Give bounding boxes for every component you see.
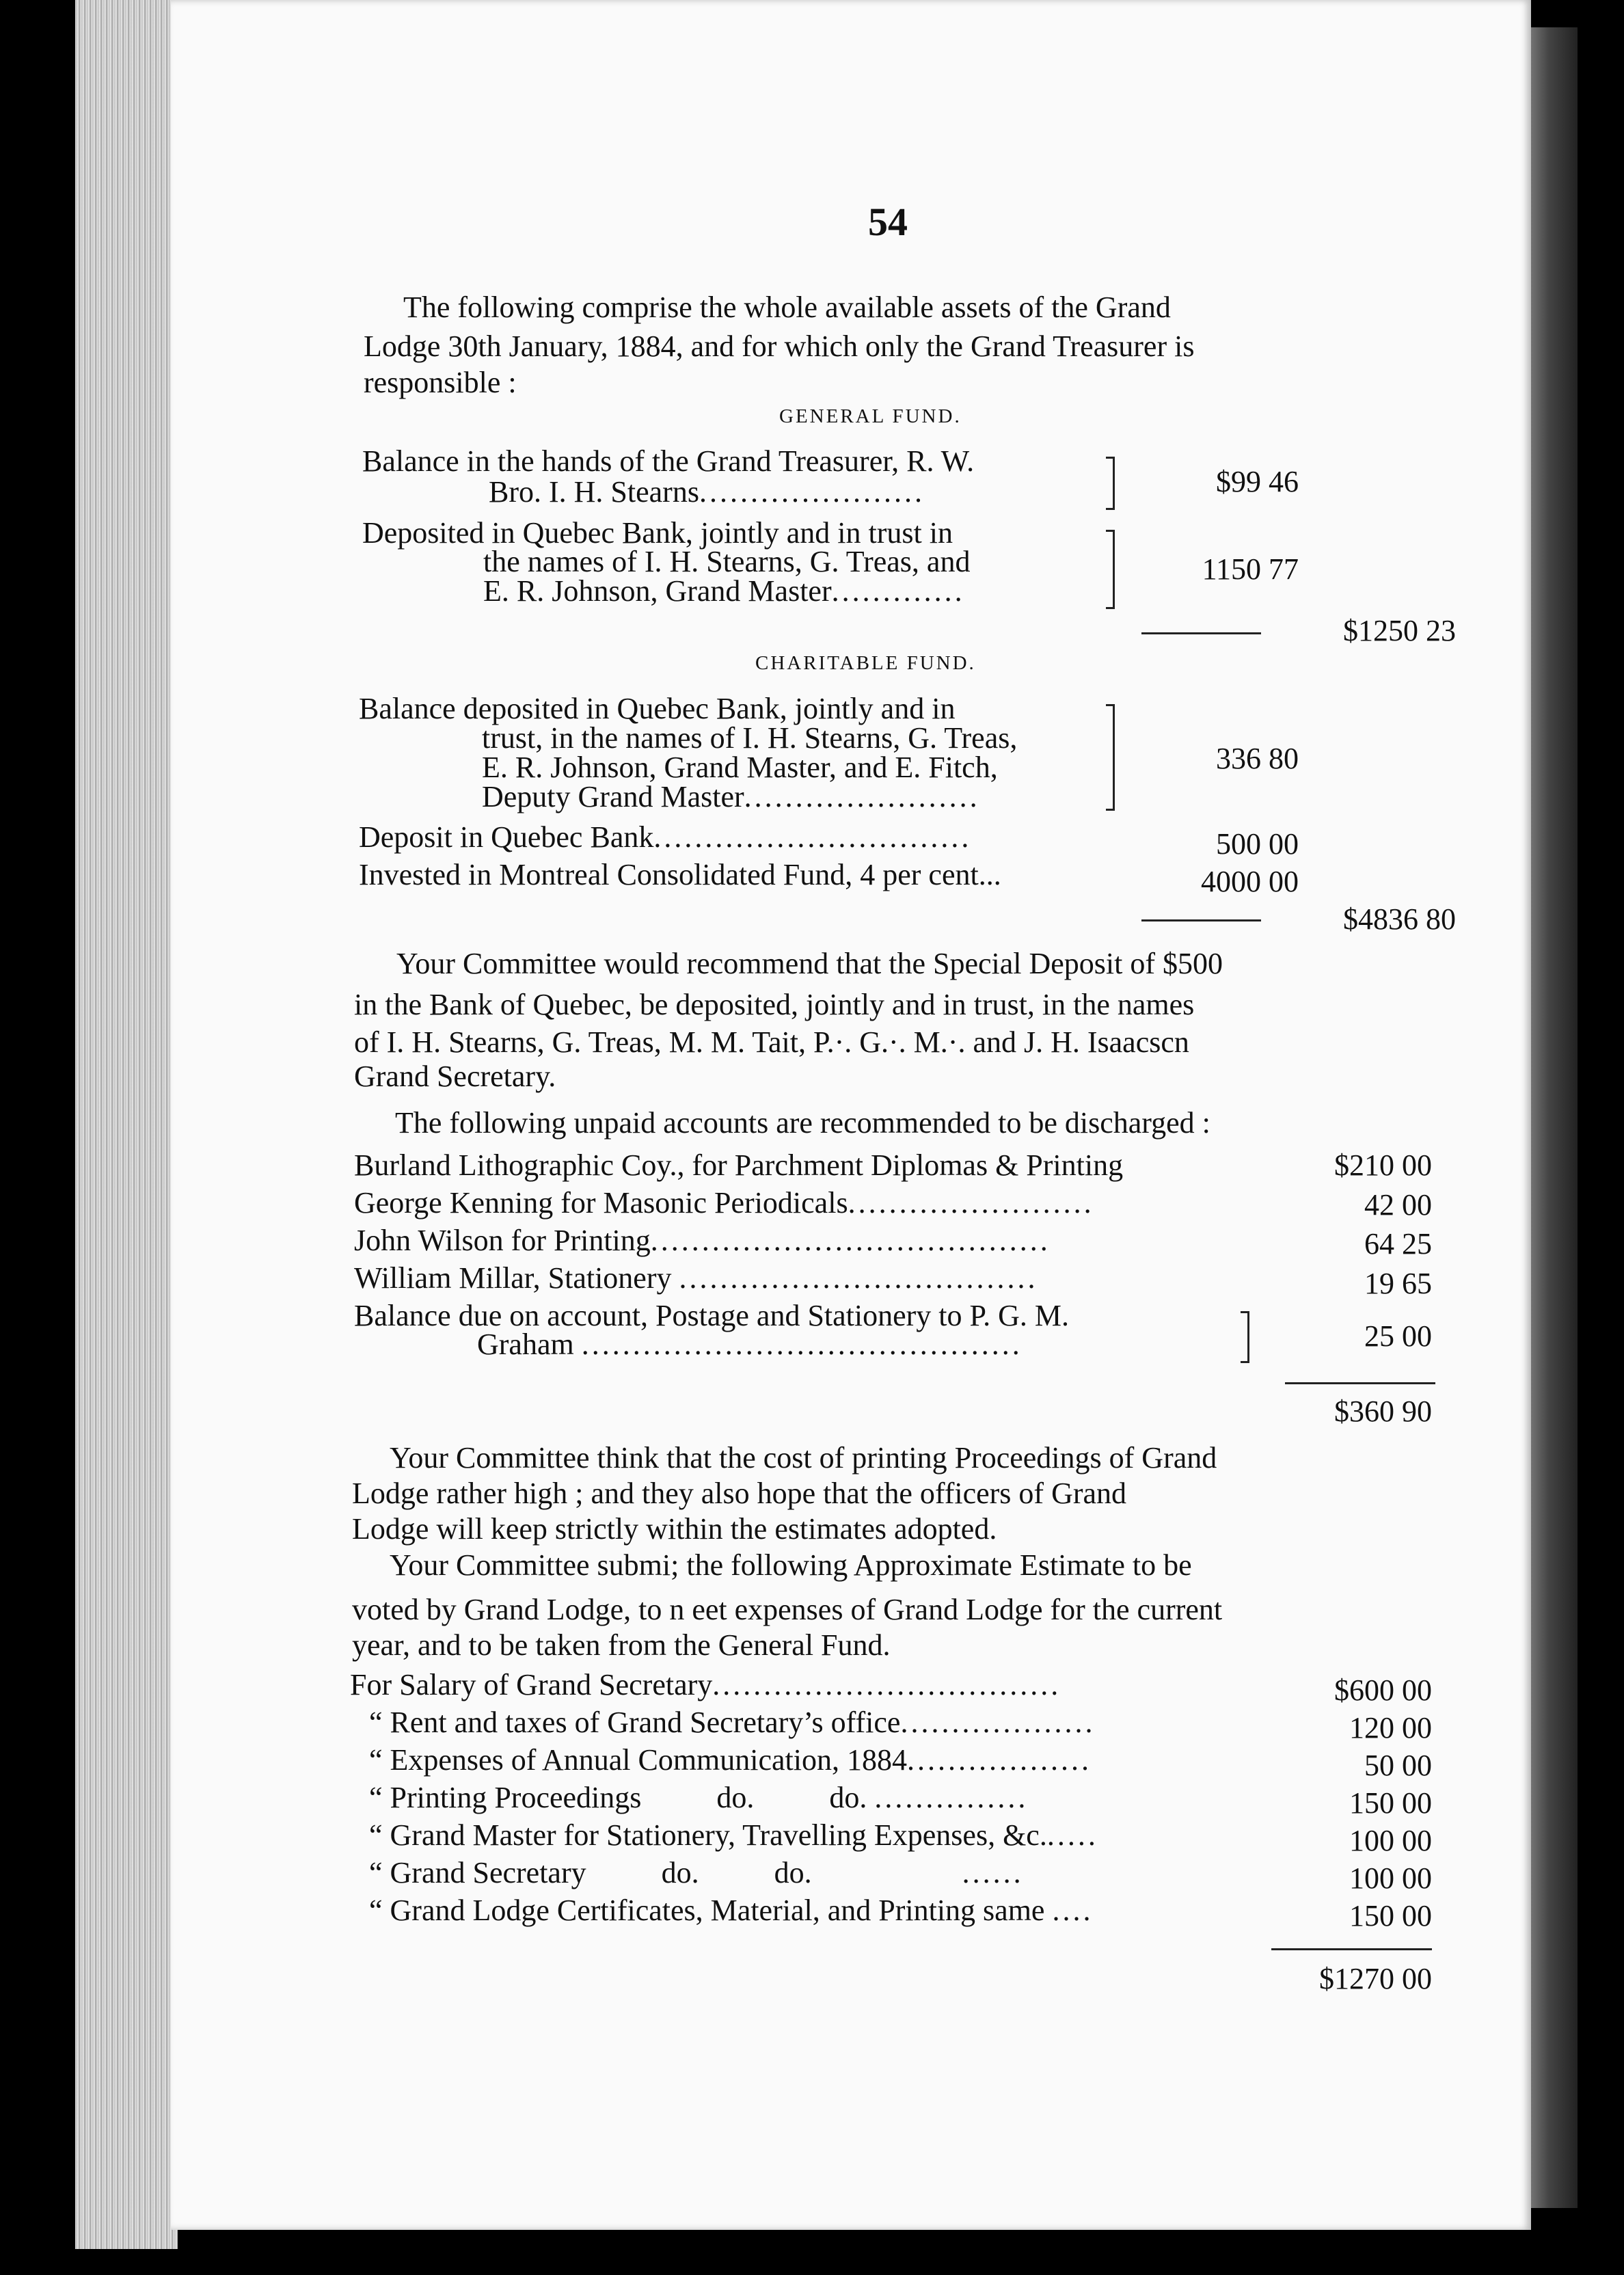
gf-item1-brace [1106,457,1115,510]
gf-item1-line1: Balance in the hands of the Grand Treasurer, R. W. [362,444,975,478]
recommend-line-3: of I. H. Stearns, G. Treas, M. M. Tait, P.·. G.·. M.·. and J. H. Isaacscn [354,1025,1189,1059]
unpaid-last-line1: Balance due on account, Postage and Stationery to P. G. M. [354,1299,1070,1332]
estimate-line-3: year, and to be taken from the General Fund. [352,1628,891,1662]
unpaid-item-1-amount: $210 00 [1334,1148,1432,1182]
page-number: 54 [868,200,908,244]
intro-line-3: responsible : [364,366,517,399]
unpaid-item-4-label: William Millar, Stationery ................................... [354,1261,1038,1295]
cf-item1-line2: trust, in the names of I. H. Stearns, G. Treas, [482,721,1018,755]
gf-item2-line1: Deposited in Quebec Bank, jointly and in trust in [362,516,953,550]
cf-item1-amount: 336 80 [1216,742,1299,775]
unpaid-item-2-label: George Kenning for Masonic Periodicals........................ [354,1186,1094,1220]
unpaid-item-2-amount: 42 00 [1364,1188,1432,1222]
gf-total: $1250 23 [1343,614,1456,647]
estimate-item-7-label: “ Grand Lodge Certificates, Material, and Printing same .... [369,1894,1094,1927]
estimate-item-6-amount: 100 00 [1349,1861,1432,1895]
gf-item1-line2: Bro. I. H. Stearns...................... [489,475,925,509]
unpaid-total-rule [1285,1382,1435,1384]
cf-total: $4836 80 [1343,902,1456,936]
unpaid-item-3-amount: 64 25 [1364,1227,1432,1261]
charitable-fund-heading: CHARITABLE FUND. [755,652,976,674]
unpaid-last-line2: Graham ........................................... [477,1328,1023,1361]
general-fund-heading: GENERAL FUND. [779,405,962,427]
estimate-item-3-label: “ Expenses of Annual Communication, 1884.................. [369,1743,1092,1777]
unpaid-item-1-label: Burland Lithographic Coy., for Parchment Diplomas & Printing [354,1148,1124,1182]
estimate-total: $1270 00 [1319,1962,1432,1995]
unpaid-item-3-label: John Wilson for Printing....................................... [354,1224,1051,1257]
cf-item3-label: Invested in Montreal Consolidated Fund, 4 per cent... [359,858,1004,891]
unpaid-intro: The following unpaid accounts are recommended to be discharged : [395,1106,1210,1140]
book-page-edges-left [75,0,178,2249]
gf-item2-line3: E. R. Johnson, Grand Master............. [483,574,965,608]
estimate-item-7-amount: 150 00 [1349,1899,1432,1933]
estimate-item-6-label: “ Grand Secretary do. do. ...... [369,1856,1024,1889]
cost-line-2: Lodge rather high ; and they also hope that the officers of Grand [352,1477,1127,1510]
cf-item1-line4: Deputy Grand Master....................... [482,780,980,813]
estimate-item-1-amount: $600 00 [1334,1673,1432,1707]
estimate-item-2-label: “ Rent and taxes of Grand Secretary’s office................... [369,1706,1096,1739]
gf-item2-brace [1106,530,1115,609]
cf-item1-brace [1106,704,1115,811]
cf-item2-amount: 500 00 [1216,827,1299,861]
cf-total-rule [1141,919,1261,921]
recommend-line-1: Your Committee would recommend that the Special Deposit of $500 [396,947,1223,980]
unpaid-last-amount: 25 00 [1364,1319,1432,1353]
cf-item3-amount: 4000 00 [1201,865,1299,898]
estimate-item-4-amount: 150 00 [1349,1786,1432,1820]
book-binding-shadow-right [1530,27,1578,2208]
cost-line-1: Your Committee think that the cost of printing Proceedings of Grand [390,1441,1217,1475]
estimate-total-rule [1271,1948,1432,1950]
cf-item2-label: Deposit in Quebec Bank............................... [359,820,972,854]
estimate-line-2: voted by Grand Lodge, to n eet expenses of Grand Lodge for the current [352,1593,1223,1626]
recommend-line-2: in the Bank of Quebec, be deposited, jointly and in trust, in the names [354,988,1195,1021]
estimate-item-4-label: “ Printing Proceedings do. do. ............... [369,1781,1029,1814]
estimate-item-3-amount: 50 00 [1364,1749,1432,1782]
estimate-item-5-label: “ Grand Master for Stationery, Travelling Expenses, &c...... [369,1818,1098,1852]
gf-total-rule [1141,632,1261,634]
intro-line-1: The following comprise the whole available assets of the Grand [403,291,1171,324]
cf-item1-line1: Balance deposited in Quebec Bank, jointly and in [359,692,956,725]
intro-line-2: Lodge 30th January, 1884, and for which only the Grand Treasurer is [364,329,1195,363]
gf-item1-amount: $99 46 [1216,465,1299,498]
cost-line-3: Lodge will keep strictly within the estimates adopted. [352,1512,997,1546]
unpaid-item-4-amount: 19 65 [1364,1267,1432,1300]
document-page [171,0,1531,2230]
unpaid-total: $360 90 [1334,1395,1432,1428]
recommend-line-4: Grand Secretary. [354,1060,556,1093]
cf-item1-line3: E. R. Johnson, Grand Master, and E. Fitch, [482,751,998,784]
estimate-item-2-amount: 120 00 [1349,1711,1432,1745]
gf-item2-amount: 1150 77 [1202,552,1299,586]
estimate-line-1: Your Committee submi; the following Approximate Estimate to be [390,1548,1192,1582]
estimate-item-5-amount: 100 00 [1349,1824,1432,1857]
gf-item2-line2: the names of I. H. Stearns, G. Treas, and [483,545,971,578]
estimate-item-1-label: For Salary of Grand Secretary.................................. [350,1668,1061,1701]
